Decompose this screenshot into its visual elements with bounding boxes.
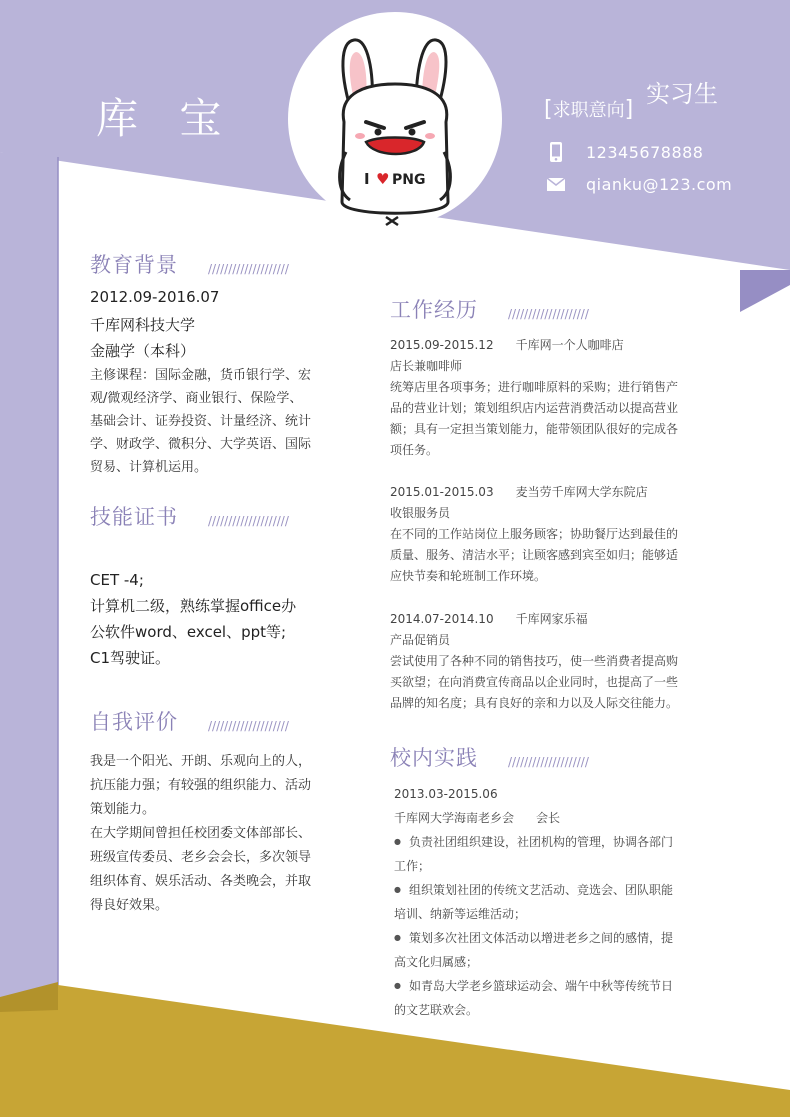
work-company: 麦当劳千库网大学东院店 [515,485,648,499]
courses-line: 基础会计、证券投资、计量经济、统计 [90,414,312,429]
campus-period: 2013.03-2015.06 [394,787,498,801]
education-major: 金融学（本科） [90,342,196,360]
campus-bullet-line: ● 策划多次社团文体活动以增进老乡之间的感情，提 [394,926,694,950]
self-eval-line: 在大学期间曾担任校团委文体部部长、 [90,826,312,841]
self-eval-line: 我是一个阳光、开朗、乐观向上的人， [90,754,312,769]
contact-phone [546,140,703,164]
campus-role: 会长 [536,811,561,825]
self-eval-line: 抗压能力强；有较强的组织能力、活动 [90,778,312,793]
work-role: 店长兼咖啡师 [390,359,463,373]
campus-section-title [390,742,589,772]
mail-icon [546,178,566,191]
campus-bullet [394,974,694,1022]
job-intent-label: [求职意向] [544,97,634,122]
campus-bullet-line: ● 组织策划社团的传统文艺活动、竞选会、团队职能 [394,878,694,902]
work-desc-line: 统筹店里各项事务；进行咖啡原料的采购；进行销售产 [390,380,679,394]
title-decoration: //////////////////// [508,755,589,769]
campus-bullet [394,926,694,974]
work-desc-line: 质量、服务、清洁水平；让顾客感到宾至如归；能够适 [390,548,679,562]
courses-line: 学、财政学、微积分、大学英语、国际 [90,437,312,452]
work-company: 千库网一个人咖啡店 [515,338,624,352]
skill-line: CET -4; [90,571,144,589]
work-item [390,335,690,461]
work-desc-line: 尝试使用了各种不同的销售技巧，使一些消费者提高购 [390,654,679,668]
self-eval-section-title [90,706,289,736]
job-intent-value: 实习生 [646,80,718,108]
education-courses [90,364,330,479]
work-desc-line: 额；具有一定担当策划能力，能带领团队很好的完成各 [390,422,679,436]
skill-line: C1驾驶证。 [90,649,171,667]
education-period: 2012.09-2016.07 [90,288,220,306]
work-company: 千库网家乐福 [515,612,588,626]
education-section-title [90,249,289,279]
skill-line: 计算机二级，熟练掌握office办 [90,597,297,615]
self-eval-title: 自我评价 [90,710,178,734]
title-decoration: //////////////////// [508,307,589,321]
work-period: 2015.01-2015.03 [390,485,494,499]
work-period: 2014.07-2014.10 [390,612,494,626]
courses-line: 主修课程：国际金融，货币银行学、宏 [90,368,312,383]
work-period: 2015.09-2015.12 [390,338,494,352]
bunny-illustration [288,12,502,226]
campus-bullet [394,830,694,878]
skills-list [90,567,296,671]
contact-email [546,172,732,196]
title-decoration: //////////////////// [208,514,289,528]
courses-line: 观/微观经济学、商业银行、保险学、 [90,391,303,406]
work-role: 收银服务员 [390,506,451,520]
self-eval-text [90,750,330,918]
self-eval-line: 策划能力。 [90,802,156,817]
self-eval-line: 得良好效果。 [90,898,169,913]
work-desc-line: 在不同的工作站岗位上服务顾客；协助餐厅达到最佳的 [390,527,679,541]
self-eval-line: 班级宣传委员、老乡会会长，多次领导 [90,850,312,865]
phone-number[interactable]: 12345678888 [586,142,704,162]
job-intent-label-text: 求职意向 [552,100,625,121]
work-item [390,609,690,714]
campus-bullet-line: 培训、纳新等运维活动； [394,907,527,921]
education-title: 教育背景 [90,253,178,277]
candidate-name: 库 宝 [96,94,236,143]
self-eval-line: 组织体育、娱乐活动、各类晚会，并取 [90,874,312,889]
work-desc-line: 应快节奏和轮班制工作环境。 [390,569,547,583]
education-school: 千库网科技大学 [90,316,196,334]
campus-title: 校内实践 [390,746,478,770]
skill-line: 公软件word、excel、ppt等; [90,623,287,641]
work-role: 产品促销员 [390,633,451,647]
campus-bullet-line: 工作； [394,859,431,873]
campus-org: 千库网大学海南老乡会 [394,811,515,825]
work-desc-line: 项任务。 [390,443,439,457]
work-item [390,482,690,587]
campus-bullet-line: 高文化归属感； [394,955,479,969]
courses-line: 贸易、计算机运用。 [90,460,208,475]
email-address[interactable]: qianku@123.com [586,174,733,194]
campus-bullet-line: ● 如青岛大学老乡篮球运动会、端午中秋等传统节日 [394,974,694,998]
campus-bullet [394,878,694,926]
phone-icon [546,141,566,163]
avatar-badge-text: I [364,170,370,188]
work-desc-line: 品牌的知名度；具有良好的亲和力以及人际交往能力。 [390,696,679,710]
work-desc-line: 买欲望；在向消费宣传商品以企业同时，也提高了一些 [390,675,679,689]
campus-block [394,782,694,1022]
work-section-title [390,294,589,324]
campus-bullet-line: ● 负责社团组织建设，社团机构的管理，协调各部门 [394,830,694,854]
campus-bullet-line: 的文艺联欢会。 [394,1003,479,1017]
skills-title: 技能证书 [90,505,178,529]
left-strip [0,152,58,1000]
skills-section-title [90,501,289,531]
avatar-badge-png: PNG [392,172,426,188]
title-decoration: //////////////////// [208,719,289,733]
work-desc-line: 品的营业计划；策划组织店内运营消费活动以提高营业 [390,401,679,415]
title-decoration: //////////////////// [208,262,289,276]
avatar [288,12,502,226]
work-title: 工作经历 [390,298,478,322]
avatar-badge-heart: ♥ [376,170,390,188]
